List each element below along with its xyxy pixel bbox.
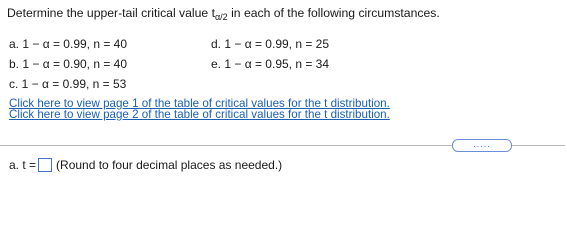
expand-button[interactable]: ..... <box>452 139 512 152</box>
answer-row <box>9 157 282 173</box>
case-list <box>9 38 409 91</box>
case-e: e. 1 − α = 0.95, n = 34 <box>211 57 330 71</box>
table-page-1-link[interactable]: Click here to view page 1 of the table of critical values for the t distribution. <box>9 97 390 110</box>
case-c: c. 1 − α = 0.99, n = 53 <box>9 77 127 91</box>
case-a: a. 1 − α = 0.99, n = 40 <box>9 37 128 51</box>
case-b: b. 1 − α = 0.90, n = 40 <box>9 57 128 71</box>
question-suffix: in each of the following circumstances. <box>227 6 440 20</box>
answer-label: a. t = <box>9 158 37 172</box>
question-text <box>7 6 440 22</box>
rounding-hint: (Round to four decimal places as needed.) <box>56 158 283 172</box>
alpha-half-subscript: α/2 <box>214 12 228 22</box>
table-page-2-link[interactable]: Click here to view page 2 of the table of critical values for the t distribution. <box>9 108 390 121</box>
case-d: d. 1 − α = 0.99, n = 25 <box>211 37 330 51</box>
answer-input[interactable] <box>38 158 52 172</box>
table-links <box>9 98 390 120</box>
question-prefix: Determine the upper-tail critical value t <box>7 6 215 20</box>
